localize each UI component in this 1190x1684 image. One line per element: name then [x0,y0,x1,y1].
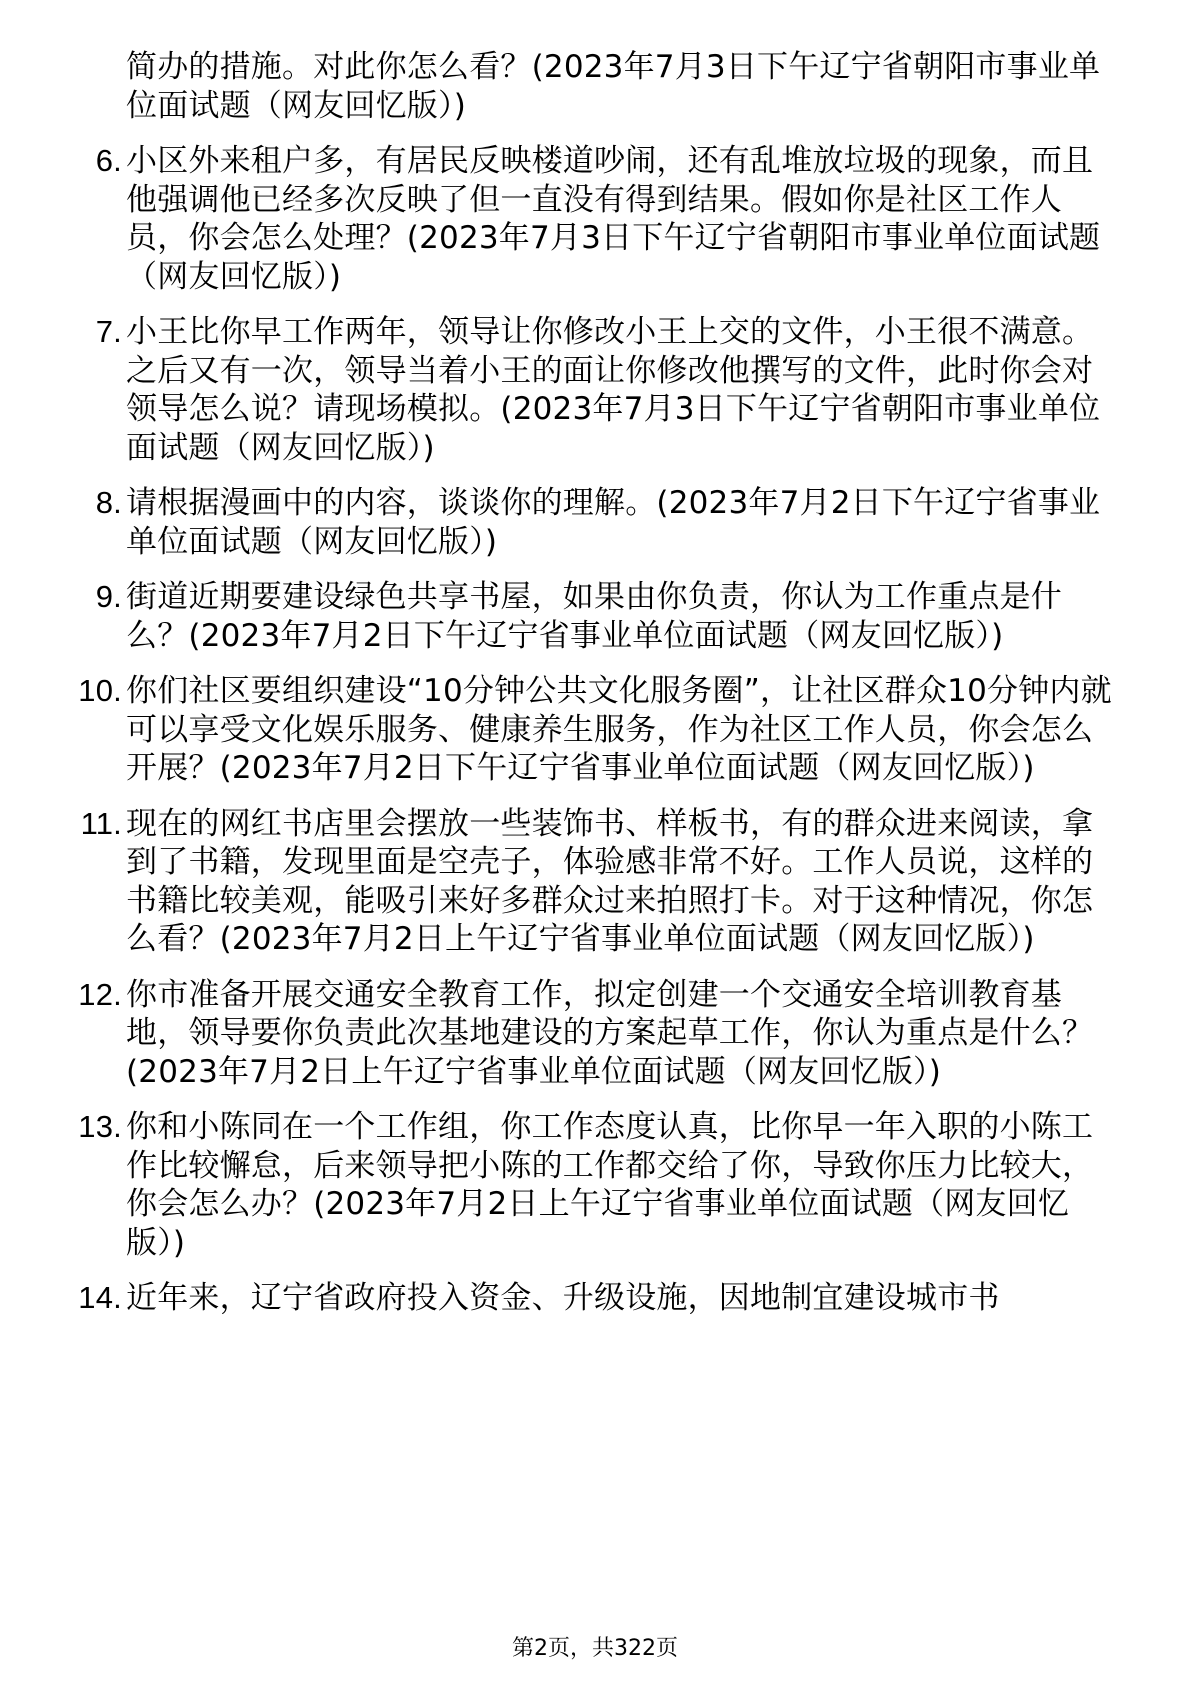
list-item [70,313,1120,467]
item-number: 13. [78,1109,122,1144]
item-text: 你市准备开展交通安全教育工作，拟定创建一个交通安全培训教育基地，领导要你负责此次基地建设的方案起草工作，你认为重点是什么？(2023年7月2日上午辽宁省事业单位面试题（网友回忆版）) [126,976,1094,1090]
item-number: 7. [95,314,122,349]
item-text: 简办的措施。对此你怎么看？(2023年7月3日下午辽宁省朝阳市事业单位面试题（网友回忆版）) [126,49,1101,124]
question-list [70,48,1120,1335]
list-item [70,1279,1120,1318]
list-item [70,976,1120,1092]
item-number: 12. [78,976,122,1012]
list-item [70,805,1120,959]
list-item [70,672,1120,788]
list-item [70,484,1120,561]
item-text: 现在的网红书店里会摆放一些装饰书、样板书，有的群众进来阅读，拿到了书籍，发现里面是空壳子，体验感非常不好。工作人员说，这样的书籍比较美观，能吸引来好多群众过来拍照打卡。对于这种情况，你怎么看？(2023年7月2日上午辽宁省事业单位面试题（网友回忆版）) [126,805,1094,957]
list-item-continuation [70,48,1120,125]
item-text: 小王比你早工作两年，领导让你修改小王上交的文件，小王很不满意。之后又有一次，领导当着小王的面让你修改他撰写的文件，此时你会对领导怎么说？请现场模拟。(2023年7月3日下午辽宁省朝阳市事业单位面试题（网友回忆版）) [126,314,1101,466]
item-number: 11. [80,805,122,841]
item-text: 街道近期要建设绿色共享书屋，如果由你负责，你认为工作重点是什么？(2023年7月2日下午辽宁省事业单位面试题（网友回忆版）) [126,579,1062,654]
item-text: 小区外来租户多，有居民反映楼道吵闹，还有乱堆放垃圾的现象，而且他强调他已经多次反映了但一直没有得到结果。假如你是社区工作人员，你会怎么处理？(2023年7月3日下午辽宁省朝阳市事业单位面试题（网友回忆版）) [126,143,1101,295]
list-item [70,578,1120,655]
item-number: 8. [95,485,122,520]
item-number: 6. [95,143,122,178]
item-text: 请根据漫画中的内容，谈谈你的理解。(2023年7月2日下午辽宁省事业单位面试题（网友回忆版）) [126,485,1101,560]
page-footer: 第2页，共322页 [512,1636,678,1661]
item-text: 近年来，辽宁省政府投入资金、升级设施，因地制宜建设城市书 [126,1280,1000,1316]
item-text: 你和小陈同在一个工作组，你工作态度认真，比你早一年入职的小陈工作比较懈怠，后来领导把小陈的工作都交给了你，导致你压力比较大，你会怎么办？(2023年7月2日上午辽宁省事业单位面试题（网友回忆版）) [126,1109,1094,1261]
item-text: 你们社区要组织建设“10分钟公共文化服务圈”，让社区群众10分钟内就可以享受文化娱乐服务、健康养生服务，作为社区工作人员，你会怎么开展？(2023年7月2日下午辽宁省事业单位面试题（网友回忆版）) [126,673,1112,786]
list-item [70,1108,1120,1262]
item-number: 9. [95,579,122,614]
list-item [70,142,1120,296]
item-number: 10. [78,673,122,708]
item-number: 14. [78,1280,122,1315]
